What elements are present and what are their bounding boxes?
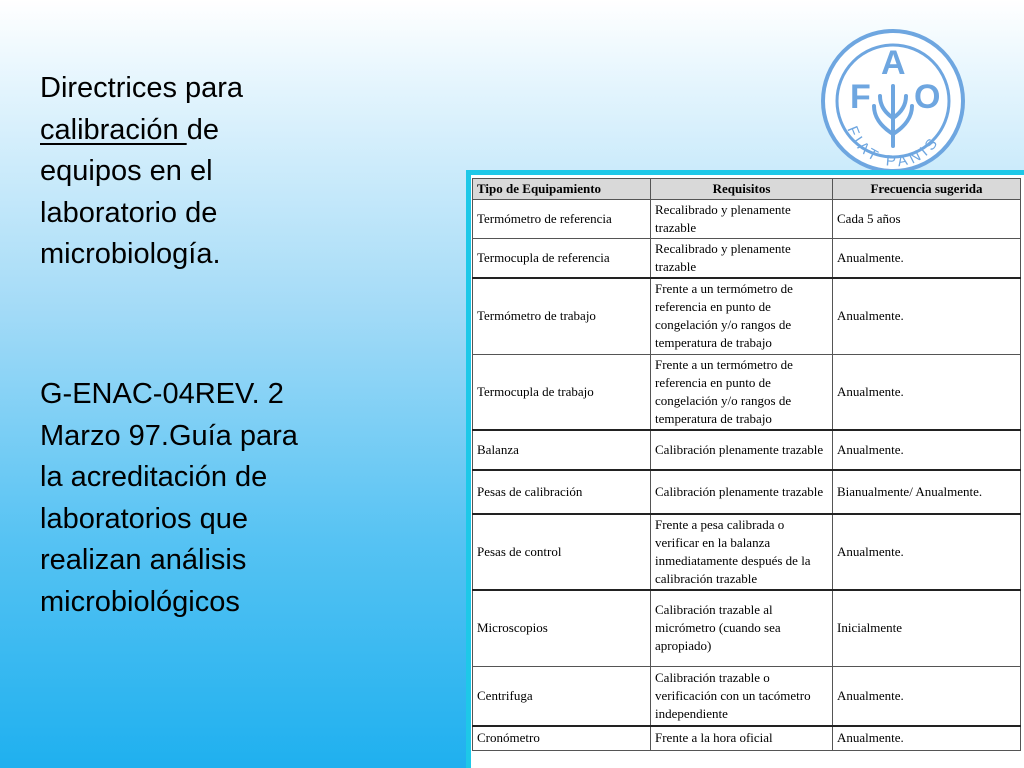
- reference-line-6: microbiológicos: [40, 585, 240, 618]
- cell-frecuencia: Anualmente.: [833, 514, 1021, 590]
- title-line-5: microbiología.: [40, 238, 221, 270]
- cell-tipo: Microscopios: [473, 590, 651, 666]
- cell-frecuencia: Anualmente.: [833, 239, 1021, 279]
- cell-requisitos: Calibración plenamente trazable: [651, 430, 833, 470]
- reference-line-4: laboratorios que: [40, 502, 248, 535]
- table-row: [473, 514, 1021, 590]
- cell-frecuencia: Anualmente.: [833, 726, 1021, 750]
- cell-requisitos: Frente a un termómetro de referencia en punto de congelación y/o rangos de temperatura de trabajo: [651, 278, 833, 354]
- cell-requisitos: Calibración plenamente trazable: [651, 470, 833, 514]
- table-row: [473, 430, 1021, 470]
- cell-tipo: Pesas de calibración: [473, 470, 651, 514]
- reference-line-2: Marzo 97.Guía para: [40, 419, 298, 452]
- logo-letter-o: O: [914, 78, 941, 116]
- table-row: [473, 354, 1021, 430]
- cell-requisitos: Frente a pesa calibrada o verificar en la balanza inmediatamente después de la calibración trazable: [651, 514, 833, 590]
- table-row: [473, 278, 1021, 354]
- cell-tipo: Termocupla de referencia: [473, 239, 651, 279]
- cell-frecuencia: Inicialmente: [833, 590, 1021, 666]
- logo-letter-a: A: [881, 44, 906, 82]
- cell-tipo: Termómetro de trabajo: [473, 278, 651, 354]
- cell-requisitos: Calibración trazable al micrómetro (cuando sea apropiado): [651, 590, 833, 666]
- title-line-1: Directrices para: [40, 72, 244, 104]
- cell-frecuencia: Anualmente.: [833, 278, 1021, 354]
- logo-letter-f: F: [850, 78, 871, 116]
- title-underlined-word: calibración: [40, 113, 187, 146]
- cell-frecuencia: Bianualmente/ Anualmente.: [833, 470, 1021, 514]
- header-tipo: Tipo de Equipamiento: [473, 179, 651, 200]
- cell-frecuencia: Anualmente.: [833, 354, 1021, 430]
- table-row: [473, 470, 1021, 514]
- title-line-4: laboratorio de: [40, 196, 218, 229]
- table-row: [473, 666, 1021, 726]
- table-row: [473, 239, 1021, 279]
- cell-tipo: Termocupla de trabajo: [473, 354, 651, 430]
- reference-text: [40, 374, 360, 623]
- reference-line-1: G-ENAC-04REV. 2: [40, 378, 284, 410]
- cell-tipo: Balanza: [473, 430, 651, 470]
- logo-motto-text: FIAT PANIS: [843, 123, 944, 171]
- header-requisitos: Requisitos: [651, 179, 833, 200]
- cell-requisitos: Frente a un termómetro de referencia en punto de congelación y/o rangos de temperatura de trabajo: [651, 354, 833, 430]
- calibration-table-container: [472, 178, 1020, 751]
- cell-tipo: Centrifuga: [473, 666, 651, 726]
- fao-logo: [818, 26, 968, 176]
- cell-frecuencia: Anualmente.: [833, 666, 1021, 726]
- cell-tipo: Pesas de control: [473, 514, 651, 590]
- slide-title: [40, 68, 360, 276]
- reference-line-5: realizan análisis: [40, 544, 247, 576]
- table-header-row: [473, 179, 1021, 200]
- title-after-underline: de: [186, 113, 219, 146]
- cell-requisitos: Frente a la hora oficial: [651, 726, 833, 750]
- cell-requisitos: Recalibrado y plenamente trazable: [651, 239, 833, 279]
- title-line-3: equipos en el: [40, 155, 213, 187]
- reference-line-3: la acreditación de: [40, 461, 268, 493]
- cell-tipo: Termómetro de referencia: [473, 200, 651, 239]
- table-row: [473, 590, 1021, 666]
- header-frecuencia: Frecuencia sugerida: [833, 179, 1021, 200]
- cell-requisitos: Recalibrado y plenamente trazable: [651, 200, 833, 239]
- cell-frecuencia: Cada 5 años: [833, 200, 1021, 239]
- cell-tipo: Cronómetro: [473, 726, 651, 750]
- cell-requisitos: Calibración trazable o verificación con un tacómetro independiente: [651, 666, 833, 726]
- calibration-table: [472, 178, 1021, 751]
- table-row: [473, 200, 1021, 239]
- cell-frecuencia: Anualmente.: [833, 430, 1021, 470]
- table-row: [473, 726, 1021, 750]
